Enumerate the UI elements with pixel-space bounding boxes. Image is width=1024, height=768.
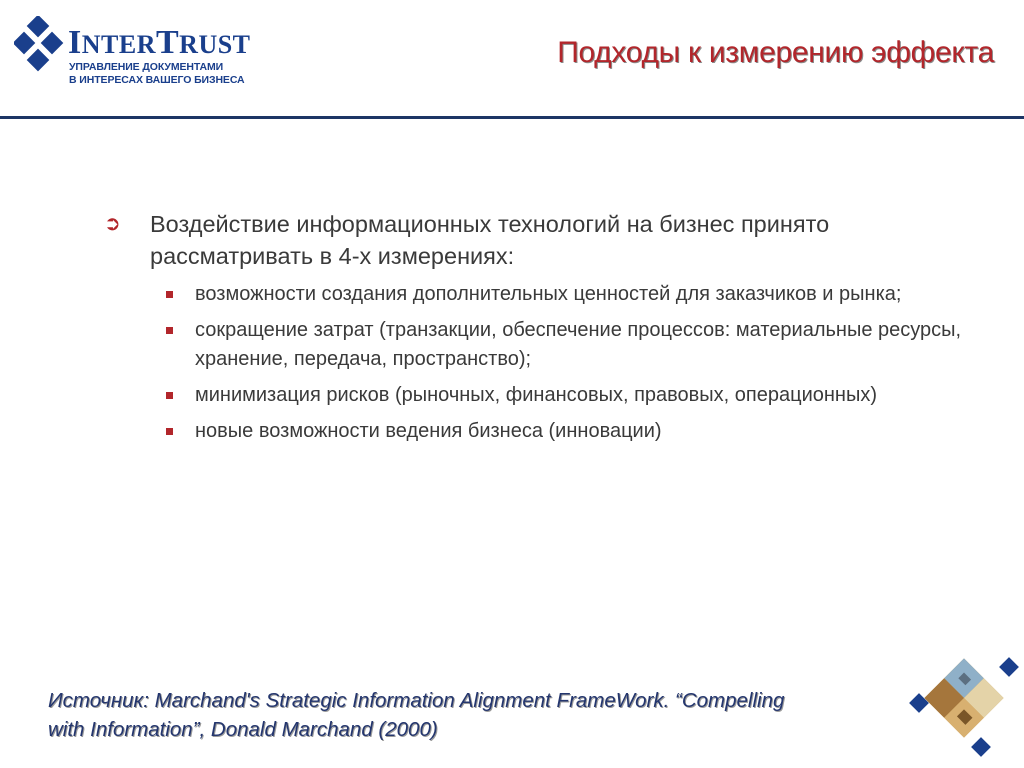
source-line-1: Источник: Marchand's Strategic Information Alignment FrameWork. “Compelling: [48, 689, 785, 712]
list-item-text: минимизация рисков (рыночных, финансовых, правовых, операционных): [195, 384, 877, 406]
list-item: [104, 417, 984, 446]
slide-body: [104, 208, 984, 453]
logo-wordmark: [68, 26, 251, 60]
main-point-text: Воздействие информационных технологий на бизнес принято рассматривать в 4-х измерениях:: [150, 211, 830, 269]
logo-letter-1: I: [68, 24, 82, 61]
red-square-icon: [166, 392, 173, 399]
red-square-icon: [166, 428, 173, 435]
source-citation: [48, 686, 888, 744]
slide-title: Подходы к измерению эффекта: [557, 36, 994, 69]
list-item-text: сокращение затрат (транзакции, обеспечение процессов: материальные ресурсы, хранение, передача, пространство);: [195, 319, 962, 370]
red-square-icon: [166, 291, 173, 298]
logo-letters-1: NTER: [81, 30, 156, 59]
list-item: [104, 316, 984, 374]
main-bullet-point: [104, 208, 984, 272]
list-item: [104, 381, 984, 410]
list-item: [104, 280, 984, 309]
red-square-icon: [166, 327, 173, 334]
source-line-2: with Information”, Donald Marchand (2000): [48, 718, 438, 741]
sub-bullet-list: [104, 280, 984, 446]
office-collage-diamond-icon: [906, 646, 1022, 764]
diamond-cluster-icon: [14, 16, 64, 78]
header-divider: [0, 116, 1024, 119]
logo-letter-2: T: [155, 24, 180, 61]
logo-tagline-line2: В ИНТЕРЕСАХ ВАШЕГО БИЗНЕСА: [69, 74, 245, 86]
logo-letters-2: RUST: [179, 30, 251, 59]
intertrust-logo: [14, 14, 251, 94]
list-item-text: возможности создания дополнительных ценностей для заказчиков и рынка;: [195, 283, 902, 305]
logo-tagline-line1: УПРАВЛЕНИЕ ДОКУМЕНТАМИ: [69, 61, 224, 73]
circled-arrow-icon: ➲: [104, 213, 121, 235]
list-item-text: новые возможности ведения бизнеса (инновации): [195, 420, 662, 442]
